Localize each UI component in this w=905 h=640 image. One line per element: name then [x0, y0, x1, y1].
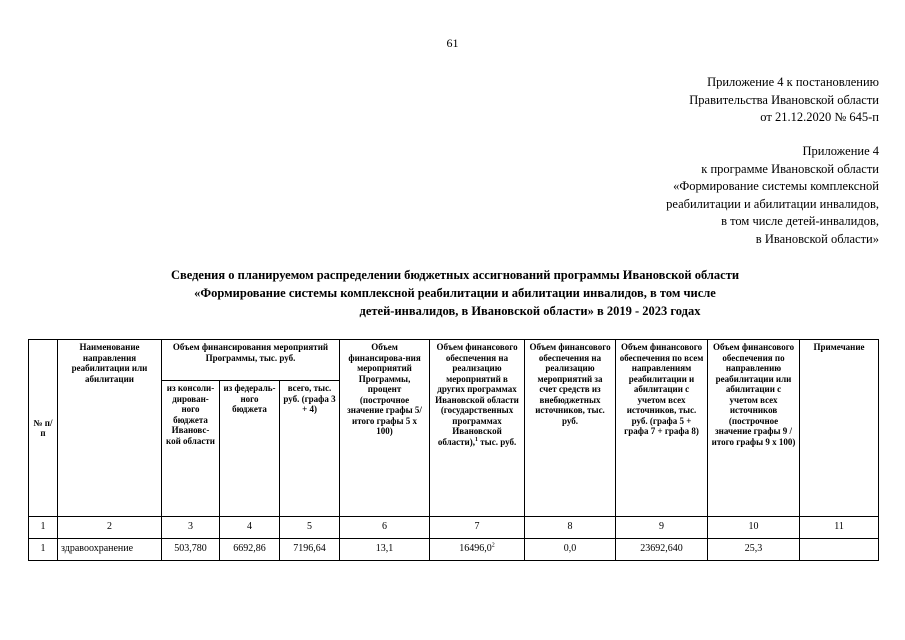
header-funding-percent: Объем финансирова-ния мероприятий Программы, процент (построчное значение графы 5/итого графы 5 х 100) [340, 340, 430, 517]
cell-funding-percent: 13,1 [340, 539, 430, 561]
column-number: 3 [162, 517, 220, 539]
header-extrabudgetary: Объем финансового обеспечения на реализацию мероприятий за счет средств из внебюджетных источников, тыс. руб. [525, 340, 616, 517]
cell-direction-share: 25,3 [708, 539, 800, 561]
page-number: 61 [446, 36, 459, 50]
cell-extrabudgetary: 0,0 [525, 539, 616, 561]
column-number: 11 [800, 517, 879, 539]
cell-total-program: 7196,64 [280, 539, 340, 561]
footnote-marker: 1 [475, 436, 478, 443]
header-federal-budget: из федераль-ного бюджета [220, 381, 280, 517]
cell-other-programs [430, 539, 525, 561]
header-other-programs-unit: тыс. руб. [478, 436, 517, 447]
column-number: 1 [29, 517, 58, 539]
document-title-line: детей-инвалидов, в Ивановской области» в 2019 - 2023 годах [359, 304, 701, 318]
column-number: 5 [280, 517, 340, 539]
document-title-line: Сведения о планируемом распределении бюджетных ассигнований программы Ивановской области [170, 268, 740, 282]
cell-other-programs-value: 16496,0 [459, 543, 492, 555]
cell-direction-name: здравоохранение [58, 539, 162, 561]
appendix-resolution-line: Правительства Ивановской области [689, 92, 879, 107]
document-title [40, 266, 870, 320]
appendix-program-line: в том числе детей-инвалидов, [721, 214, 879, 228]
column-number: 7 [430, 517, 525, 539]
cell-regional-budget: 503,780 [162, 539, 220, 561]
footnote-marker: 2 [491, 542, 495, 549]
cell-total-all-sources: 23692,640 [616, 539, 708, 561]
column-number: 2 [58, 517, 162, 539]
appendix-program-line: Приложение 4 [802, 144, 879, 158]
table-header-row [29, 340, 879, 381]
table-row [29, 539, 879, 561]
column-number: 10 [708, 517, 800, 539]
header-direction-share: Объем финансового обеспечения по направлению реабилитации или абилитации с учетом всех источников (построчное значение графы 9 / итого графы 9 х 100) [708, 340, 800, 517]
column-number: 9 [616, 517, 708, 539]
document-title-line: «Формирование системы комплексной реабилитации и абилитации инвалидов, в том числе [194, 286, 716, 300]
appendix-resolution-line: от 21.12.2020 № 645-п [760, 110, 879, 124]
cell-row-number: 1 [29, 539, 58, 561]
header-row-number: № п/п [29, 340, 58, 517]
appendix-program-line: «Формирование системы комплексной [673, 179, 879, 193]
header-program-funding-group: Объем финансирования мероприятий Программы, тыс. руб. [162, 340, 340, 381]
appendix-program-line: к программе Ивановской области [701, 161, 879, 176]
header-direction-name: Наименование направления реабилитации или абилитации [58, 340, 162, 517]
column-number-row [29, 517, 879, 539]
header-total-program: всего, тыс. руб. (графа 3 + 4) [280, 381, 340, 517]
appendix-resolution-line: Приложение 4 к постановлению [707, 75, 879, 89]
appendix-program-line: в Ивановской области» [755, 231, 879, 246]
appendix-program-line: реабилитации и абилитации инвалидов, [666, 196, 879, 211]
header-total-all-sources: Объем финансового обеспечения по всем направлениям реабилитации и абилитации с учетом всех источников, тыс. руб. (графа 5 + графа 7 + графа 8) [616, 340, 708, 517]
budget-allocation-table [28, 339, 879, 561]
header-other-programs [430, 340, 525, 517]
column-number: 6 [340, 517, 430, 539]
column-number: 4 [220, 517, 280, 539]
column-number: 8 [525, 517, 616, 539]
header-regional-budget: из консоли-дирован-ного бюджета Ивановс-кой области [162, 381, 220, 517]
appendix-program-reference [666, 143, 879, 248]
appendix-resolution-reference [689, 74, 879, 127]
header-note: Примечание [800, 340, 879, 517]
header-other-programs-text: Объем финансового обеспечения на реализацию мероприятий в других программах Ивановской области (государственных программах Ивановской области), [435, 342, 519, 447]
cell-note [800, 539, 879, 561]
cell-federal-budget: 6692,86 [220, 539, 280, 561]
